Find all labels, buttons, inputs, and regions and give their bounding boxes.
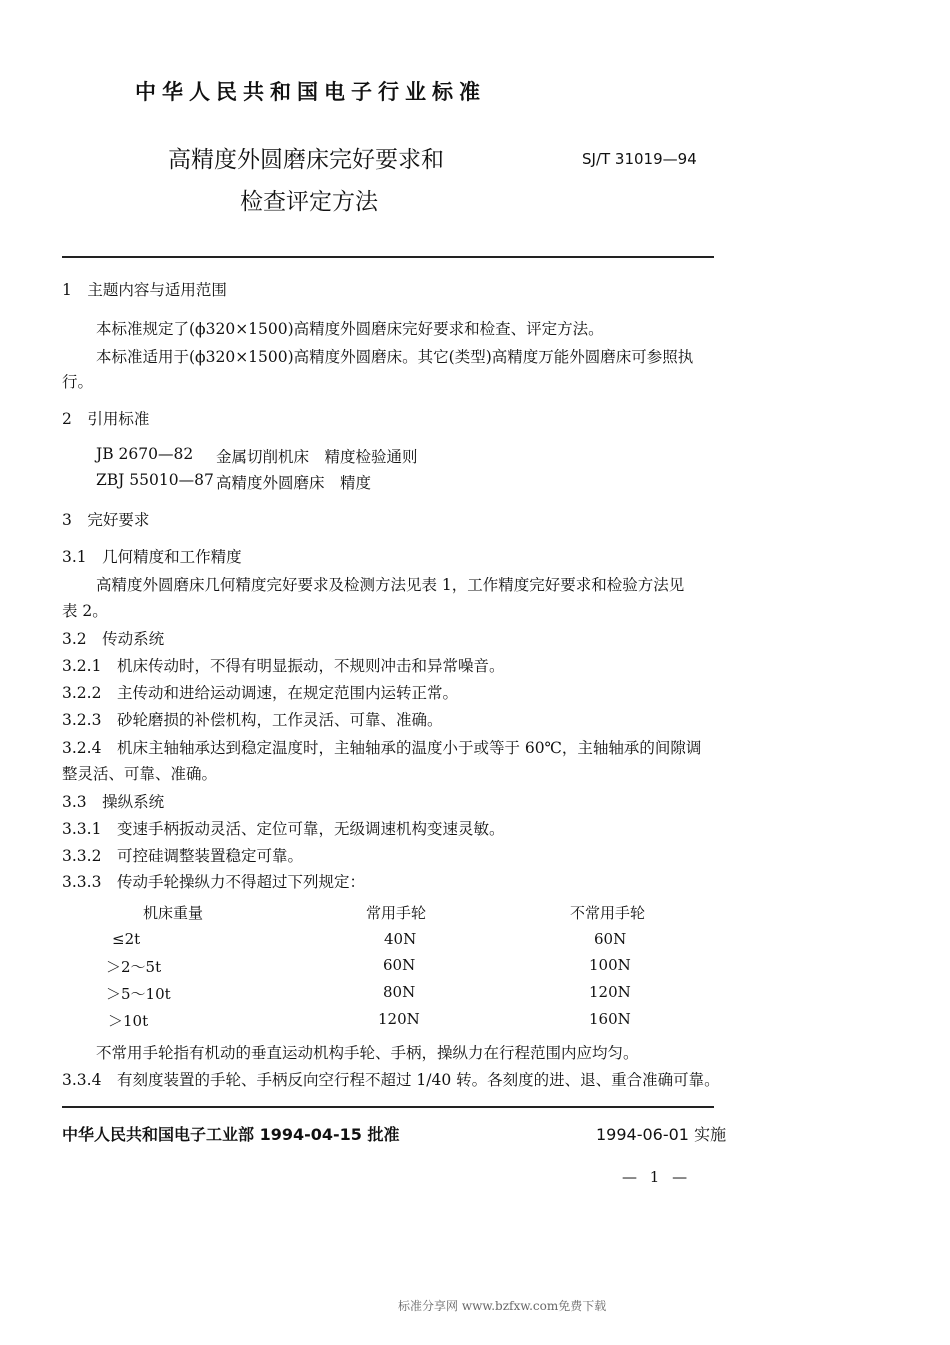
section-1-paragraph-2-cont: 行。: [62, 373, 94, 391]
section-3-heading: 3 完好要求: [62, 511, 150, 529]
clause-3-2-1: 3.2.1 机床传动时，不得有明显振动，不规则冲击和异常噪音。: [62, 657, 505, 675]
table-cell: ＞10t: [108, 1012, 149, 1030]
section-3-1-heading: 3.1 几何精度和工作精度: [62, 548, 242, 566]
reference-1-title: 金属切削机床 精度检验通则: [216, 448, 418, 466]
table-header-common: 常用手轮: [366, 904, 427, 922]
clause-3-3-3: 3.3.3 传动手轮操纵力不得超过下列规定：: [62, 873, 365, 891]
table-cell: 40N: [384, 930, 417, 948]
table-header-weight: 机床重量: [143, 904, 204, 922]
table-cell: 80N: [383, 983, 416, 1001]
section-1-paragraph-1: 本标准规定了(ϕ320×1500)高精度外圆磨床完好要求和检查、评定方法。: [96, 320, 604, 338]
table-cell: 120N: [378, 1010, 420, 1028]
effective-date: 1994-06-01 实施: [596, 1125, 727, 1144]
page-number: — 1 —: [622, 1168, 692, 1186]
table-header-uncommon: 不常用手轮: [570, 904, 646, 922]
table-note: 不常用手轮指有机动的垂直运动机构手轮、手柄，操纵力在行程范围内应均匀。: [96, 1044, 639, 1062]
table-cell: ＞2～5t: [106, 958, 162, 976]
section-2-heading: 2 引用标准: [62, 410, 150, 428]
table-cell: 100N: [589, 956, 631, 974]
clause-3-2-4: 3.2.4 机床主轴轴承达到稳定温度时，主轴轴承的温度小于或等于 60℃，主轴轴承的间隙调: [62, 739, 702, 757]
watermark: 标准分享网 www.bzfxw.com免费下载: [398, 1299, 607, 1313]
document-title-line2: 检查评定方法: [240, 189, 378, 215]
reference-2-code: ZBJ 55010—87: [96, 471, 214, 489]
header-divider: [62, 256, 714, 258]
clause-3-2-2: 3.2.2 主传动和进给运动调速，在规定范围内运转正常。: [62, 684, 458, 702]
section-3-1-paragraph: 高精度外圆磨床几何精度完好要求及检测方法见表 1，工作精度完好要求和检验方法见: [96, 576, 685, 594]
clause-3-3-2: 3.3.2 可控硅调整装置稳定可靠。: [62, 847, 303, 865]
section-3-2-heading: 3.2 传动系统: [62, 630, 165, 648]
document-title-line1: 高精度外圆磨床完好要求和: [168, 147, 444, 173]
section-3-1-paragraph-cont: 表 2。: [62, 602, 108, 620]
clause-3-3-4: 3.3.4 有刻度装置的手轮、手柄反向空行程不超过 1/40 转。各刻度的进、退、重合准确可靠。: [62, 1071, 720, 1089]
table-cell: 60N: [383, 956, 416, 974]
footer-divider: [62, 1106, 714, 1108]
table-cell: 120N: [589, 983, 631, 1001]
clause-3-3-1: 3.3.1 变速手柄扳动灵活、定位可靠，无级调速机构变速灵敏。: [62, 820, 505, 838]
section-3-3-heading: 3.3 操纵系统: [62, 793, 165, 811]
reference-2-title: 高精度外圆磨床 精度: [216, 474, 372, 492]
clause-3-2-3: 3.2.3 砂轮磨损的补偿机构，工作灵活、可靠、准确。: [62, 711, 443, 729]
section-1-heading: 1 主题内容与适用范围: [62, 281, 227, 299]
table-cell: ≤2t: [112, 930, 141, 948]
clause-3-2-4-cont: 整灵活、可靠、准确。: [62, 765, 218, 783]
standard-number: SJ/T 31019—94: [582, 150, 697, 168]
table-cell: 60N: [594, 930, 627, 948]
reference-1-code: JB 2670—82: [96, 445, 194, 463]
table-cell: ＞5～10t: [106, 985, 171, 1003]
table-cell: 160N: [589, 1010, 631, 1028]
approval-statement: 中华人民共和国电子工业部 1994-04-15 批准: [62, 1125, 400, 1144]
section-1-paragraph-2: 本标准适用于(ϕ320×1500)高精度外圆磨床。其它(类型)高精度万能外圆磨床可参照执: [96, 348, 694, 366]
issuing-header: 中华人民共和国电子行业标准: [135, 80, 486, 104]
